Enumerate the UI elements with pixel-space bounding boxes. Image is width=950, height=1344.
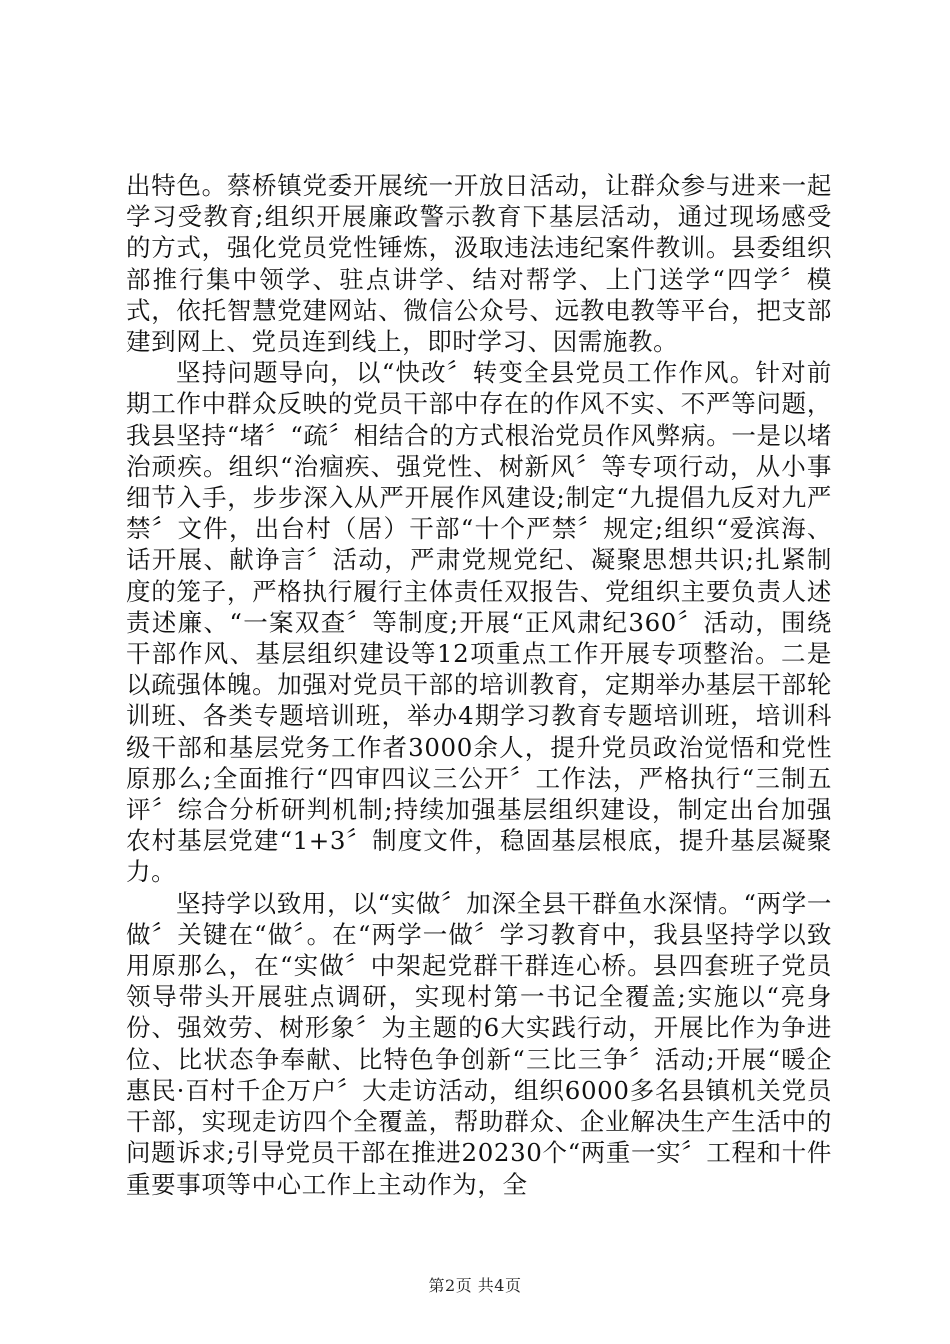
paragraph-1: 出特色。蔡桥镇党委开展统一开放日活动，让群众参与进来一起学习受教育;组织开展廉政警示教育下基层活动，通过现场感受的方式，强化党员党性锤炼，汲取违法违纪案件教训。县委组织部推行集中领学、驻点讲学、结对帮学、上门送学“四学〞模式，依托智慧党建网站、微信公众号、远教电教等平台，把支部建到网上、党员连到线上，即时学习、因需施教。 xyxy=(126,171,832,357)
paragraph-2: 坚持问题导向，以“快改〞转变全县党员工作作风。针对前期工作中群众反映的党员干部中存在的作风不实、不严等问题，我县坚持“堵〞“疏〞相结合的方式根治党员作风弊病。一是以堵治顽疾。组织“治痼疾、强党性、树新风〞等专项行动，从小事细节入手，步步深入从严开展作风建设;制定“九提倡九反对九严禁〞文件，出台村（居）干部“十个严禁〞规定;组织“爱滨海、话开展、献诤言〞活动，严肃党规党纪、凝聚思想共识;扎紧制度的笼子，严格执行履行主体责任双报告、党组织主要负责人述责述廉、“一案双查〞等制度;开展“正风肃纪360〞活动，围绕干部作风、基层组织建设等12项重点工作开展专项整治。二是以疏强体魄。加强对党员干部的培训教育，定期举办基层干部轮训班、各类专题培训班，举办4期学习教育专题培训班，培训科级干部和基层党务工作者3000余人，提升党员政治觉悟和党性原那么;全面推行“四审四议三公开〞工作法，严格执行“三制五评〞综合分析研判机制;持续加强基层组织建设，制定出台加强农村基层党建“1+3〞制度文件，稳固基层根底，提升基层凝聚力。 xyxy=(126,358,832,887)
document-body xyxy=(126,170,832,1200)
page-number-footer: 第2页 共4页 xyxy=(428,1276,522,1295)
paragraph-3: 坚持学以致用，以“实做〞加深全县干群鱼水深情。“两学一做〞关键在“做〞。在“两学一做〞学习教育中，我县坚持学以致用原那么，在“实做〞中架起党群干群连心桥。县四套班子党员领导带头开展驻点调研，实现村第一书记全覆盖;实施以“亮身份、强效劳、树形象〞为主题的6大实践行动，开展比作为争进位、比状态争奉献、比特色争创新“三比三争〞活动;开展“暖企惠民·百村千企万户〞大走访活动，组织6000多名县镇机关党员干部，实现走访四个全覆盖，帮助群众、企业解决生产生活中的问题诉求;引导党员干部在推进20230个“两重一实〞工程和十件重要事项等中心工作上主动作为，全 xyxy=(126,888,832,1199)
